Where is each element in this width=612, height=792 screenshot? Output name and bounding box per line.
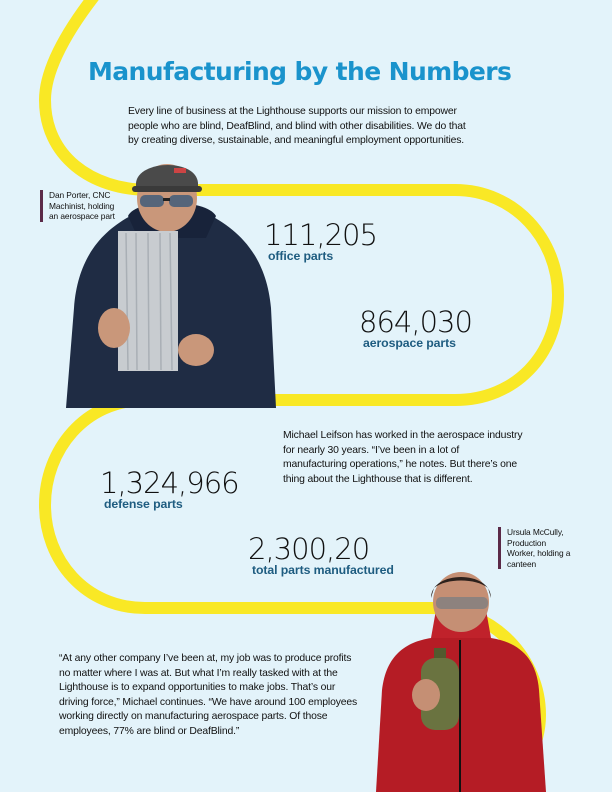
stat-label: total parts manufactured (252, 563, 394, 577)
page-title: Manufacturing by the Numbers (88, 57, 512, 86)
ursula-mccully-photo (376, 570, 546, 792)
stat-value: 1,324,966 (100, 466, 239, 500)
stat-value: 2,300,20 (248, 532, 370, 566)
intro-paragraph: Every line of business at the Lighthouse supports our mission to empower people who are blind, DeafBlind, and blind with other disabilities. We do that by creating diverse, sustainable, and meaningful employment opportunities. (128, 106, 466, 147)
stat-label: office parts (268, 249, 334, 263)
stat-label: defense parts (104, 497, 183, 511)
stat-office-parts (264, 220, 377, 263)
stat-defense-parts (100, 468, 239, 511)
stat-aerospace-parts (359, 307, 472, 350)
dan-porter-caption: Dan Porter, CNC Machinist, holding an aerospace part (40, 190, 117, 222)
michael-quote-paragraph: “At any other company I’ve been at, my job was to produce profits no matter where I was at. But what I’m really tasked with at the Lighthouse is to expand opportunities to make jobs. That’s our driving force,” Michael continues. “We have around 100 employees working directly on manufacturing aerospace parts. Of those employees, 77% are blind or DeafBlind.” (59, 653, 358, 737)
stat-value: 864,030 (359, 305, 472, 339)
stat-total-parts (248, 534, 394, 577)
stat-value: 111,205 (264, 218, 377, 252)
stat-label: aerospace parts (363, 336, 456, 350)
ursula-mccully-caption: Ursula McCully, Production Worker, holding a canteen (498, 527, 575, 569)
michael-intro-paragraph: Michael Leifson has worked in the aerospace industry for nearly 30 years. “I’ve been in a lot of manufacturing operations,” he notes. But there’s one thing about the Lighthouse that is different. (283, 430, 523, 485)
